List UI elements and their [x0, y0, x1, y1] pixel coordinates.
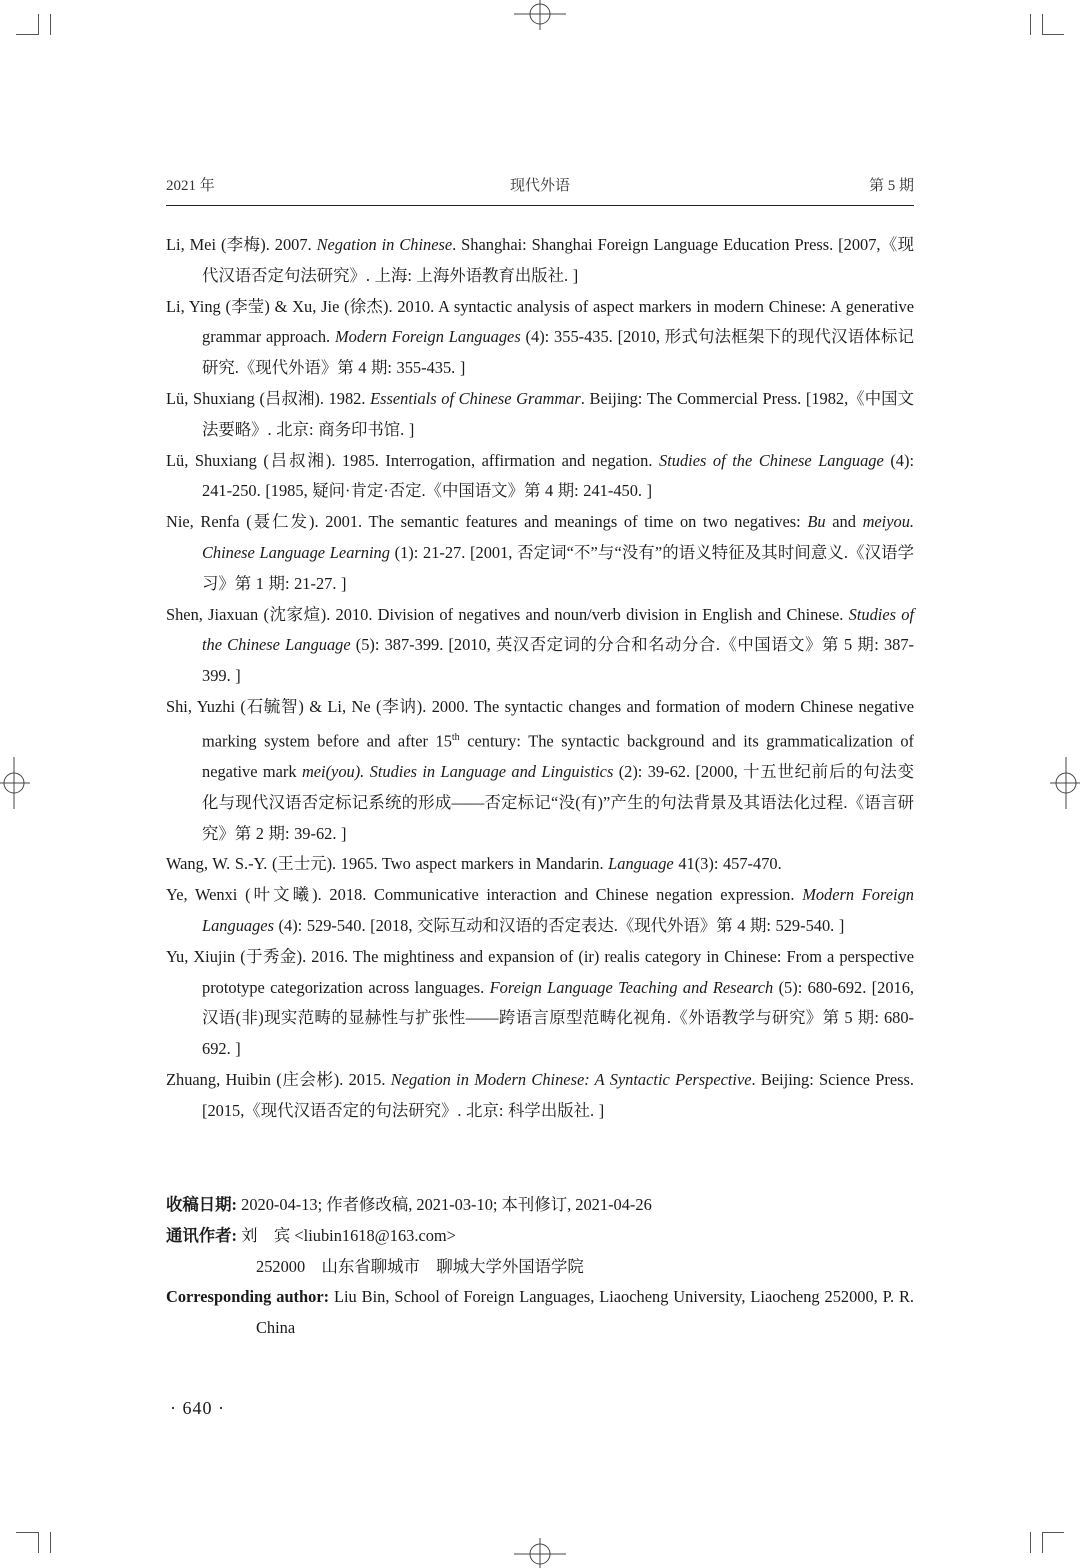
crop-mark	[50, 1532, 51, 1553]
article-metadata	[166, 1190, 914, 1344]
crop-mark	[1042, 34, 1064, 35]
header-rule	[166, 205, 914, 206]
crop-mark	[1042, 1532, 1064, 1533]
crop-mark	[1030, 1532, 1031, 1553]
header-issue: 第 5 期	[868, 178, 914, 194]
registration-mark-right	[1050, 755, 1080, 811]
crop-mark	[38, 14, 39, 35]
corresponding-author: Corresponding author: Liu Bin, School of Foreign Languages, Liaocheng University, Liaocheng 252000, P. R. China	[166, 1287, 915, 1338]
reference-entry: Shen, Jiaxuan (沈家煊). 2010. Division of negatives and noun/verb division in English and Chinese. Studies of the Chinese Language (5): 387-399. [2010, 英汉否定词的分合和名动分合.《中国语文》第 5 期: 387-399. ]	[166, 604, 914, 686]
running-head	[166, 174, 914, 198]
crop-mark	[16, 34, 38, 35]
crop-mark	[1042, 14, 1043, 35]
contact-address: 252000 山东省聊城市 聊城大学外国语学院	[256, 1256, 584, 1276]
crop-mark	[16, 1532, 38, 1533]
crop-mark	[50, 14, 51, 35]
reference-entry: Zhuang, Huibin (庄会彬). 2015. Negation in Modern Chinese: A Syntactic Perspective. Beijing: Science Press. [2015,《现代汉语否定的句法研究》. 北京: 科学出版社. ]	[166, 1069, 915, 1120]
reference-list	[166, 230, 914, 1127]
reference-entry: Wang, W. S.-Y. (王士元). 1965. Two aspect markers in Mandarin. Language 41(3): 457-470.	[166, 854, 782, 874]
page-number: · 640 ·	[170, 1398, 225, 1418]
registration-mark-top	[510, 0, 570, 30]
registration-mark-left	[0, 755, 30, 811]
registration-mark-bottom	[510, 1538, 570, 1568]
reference-entry: Li, Ying (李莹) & Xu, Jie (徐杰). 2010. A syntactic analysis of aspect markers in modern Chinese: A generative grammar approach. Modern Foreign Languages (4): 355-435. [2010, 形式句法框架下的现代汉语体标记研究.《现代外语》第 4 期: 355-435. ]	[166, 296, 914, 378]
received-date: 收稿日期: 2020-04-13; 作者修改稿, 2021-03-10; 本刊修订, 2021-04-26	[166, 1195, 652, 1214]
contact-author: 通讯作者: 刘 宾 <liubin1618@163.com>	[166, 1225, 456, 1245]
reference-entry: Lü, Shuxiang (吕叔湘). 1985. Interrogation, affirmation and negation. Studies of the Chinese Language (4): 241-250. [1985, 疑问·肯定·否定.《中国语文》第 4 期: 241-450. ]	[166, 450, 914, 501]
crop-mark	[38, 1532, 39, 1553]
reference-entry: Li, Mei (李梅). 2007. Negation in Chinese. Shanghai: Shanghai Foreign Language Education Press. [2007,《现代汉语否定句法研究》. 上海: 上海外语教育出版社. ]	[166, 235, 914, 285]
header-journal: 现代外语	[509, 178, 570, 194]
reference-entry: Lü, Shuxiang (吕叔湘). 1982. Essentials of Chinese Grammar. Beijing: The Commercial Press. [1982,《中国文法要略》. 北京: 商务印书馆. ]	[166, 388, 915, 439]
crop-mark	[1042, 1532, 1043, 1553]
reference-entry: Nie, Renfa (聂仁发). 2001. The semantic features and meanings of time on two negatives: Bu and meiyou. Chinese Language Learning (1): 21-27. [2001, 否定词“不”与“没有”的语义特征及其时间意义.《汉语学习》第 1 期: 21-27. ]	[166, 512, 914, 593]
reference-entry: Shi, Yuzhi (石毓智) & Li, Ne (李讷). 2000. The syntactic changes and formation of modern Chinese negative marking system before and after 15th century: The syntactic background and its grammaticalization of negative mark mei(you). Studies in Language and Linguistics (2): 39-62. [2000, 十五世纪前后的句法变化与现代汉语否定标记系统的形成——否定标记“没(有)”产生的句法背景及其语法化过程.《语言研究》第 2 期: 39-62. ]	[166, 696, 914, 843]
crop-mark	[1030, 14, 1031, 35]
header-year: 2021 年	[166, 178, 215, 194]
reference-entry: Ye, Wenxi (叶文曦). 2018. Communicative interaction and Chinese negation expression. Modern Foreign Languages (4): 529-540. [2018, 交际互动和汉语的否定表达.《现代外语》第 4 期: 529-540. ]	[166, 885, 914, 935]
reference-entry: Yu, Xiujin (于秀金). 2016. The mightiness and expansion of (ir) realis category in Chinese: From a perspective prototype categorization across languages. Foreign Language Teaching and Research (5): 680-692. [2016, 汉语(非)现实范畴的显赫性与扩张性——跨语言原型范畴化视角.《外语教学与研究》第 5 期: 680-692. ]	[166, 946, 914, 1059]
